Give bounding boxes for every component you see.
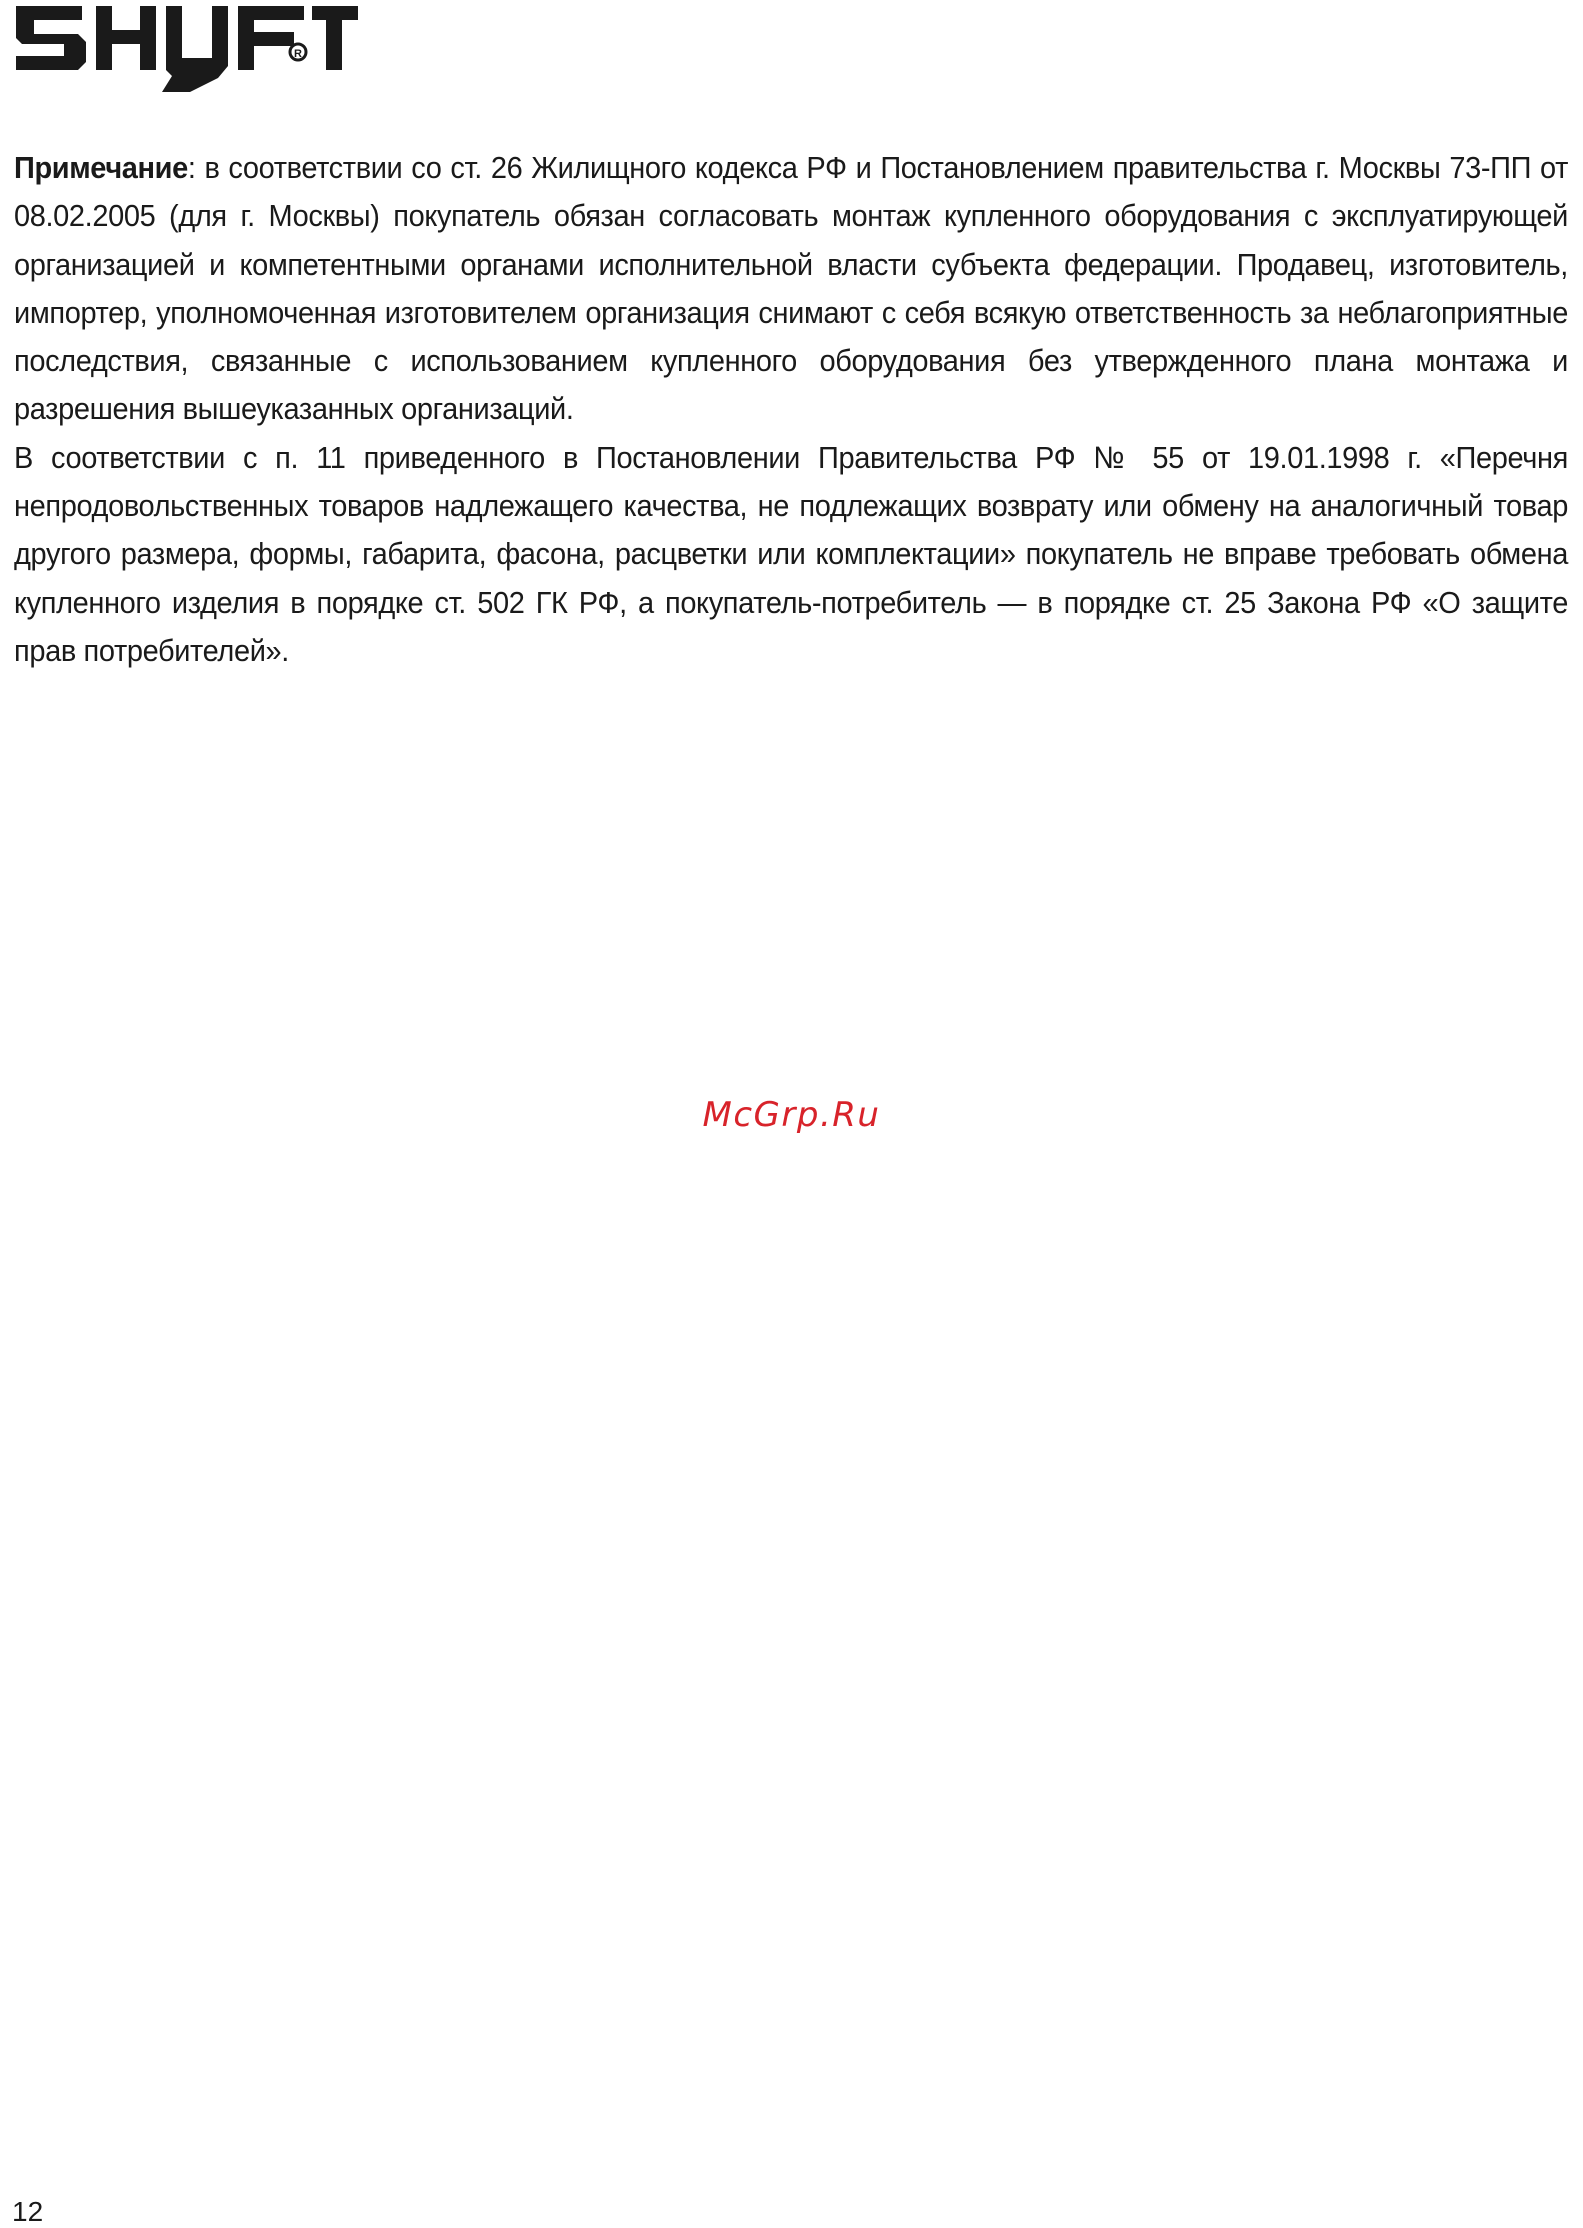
shuft-logo <box>12 0 360 98</box>
document-body <box>14 144 1568 675</box>
note-paragraph <box>14 144 1568 434</box>
note-text: : в соответствии со ст. 26 Жилищного кодекса РФ и Постановлением правительства г. Москвы 73-ПП от 08.02.2005 (для г. Москвы) покупатель обязан согласовать монтаж купленного оборудования с эксплуатирующей организацией и компетентными органами исполнительной власти субъекта федерации. Продавец, изготовитель, импортер, уполномоченная изготовителем организация снимают с себя всякую ответственность за неблагоприятные последствия, связанные с использованием купленного оборудования без утвержденного плана монтажа и разрешения вышеуказанных организаций. <box>14 150 1568 427</box>
return-policy-paragraph: В соответствии с п. 11 приведенного в Постановлении Правительства РФ № 55 от 19.01.1998 г. «Перечня непродовольственных товаров надлежащего качества, не подлежащих возврату или обмену на аналогичный товар другого размера, формы, габарита, фасона, расцветки или комплектации» покупатель не вправе требовать обмена купленного изделия в порядке ст. 502 ГК РФ, а покупатель-потребитель — в порядке ст. 25 Закона РФ «О защите прав потребителей». <box>14 439 1568 668</box>
watermark-link[interactable]: McGrp.Ru <box>702 1095 881 1135</box>
note-label: Примечание <box>14 150 188 185</box>
svg-text:R: R <box>294 48 302 60</box>
page-number: 12 <box>12 2196 44 2227</box>
